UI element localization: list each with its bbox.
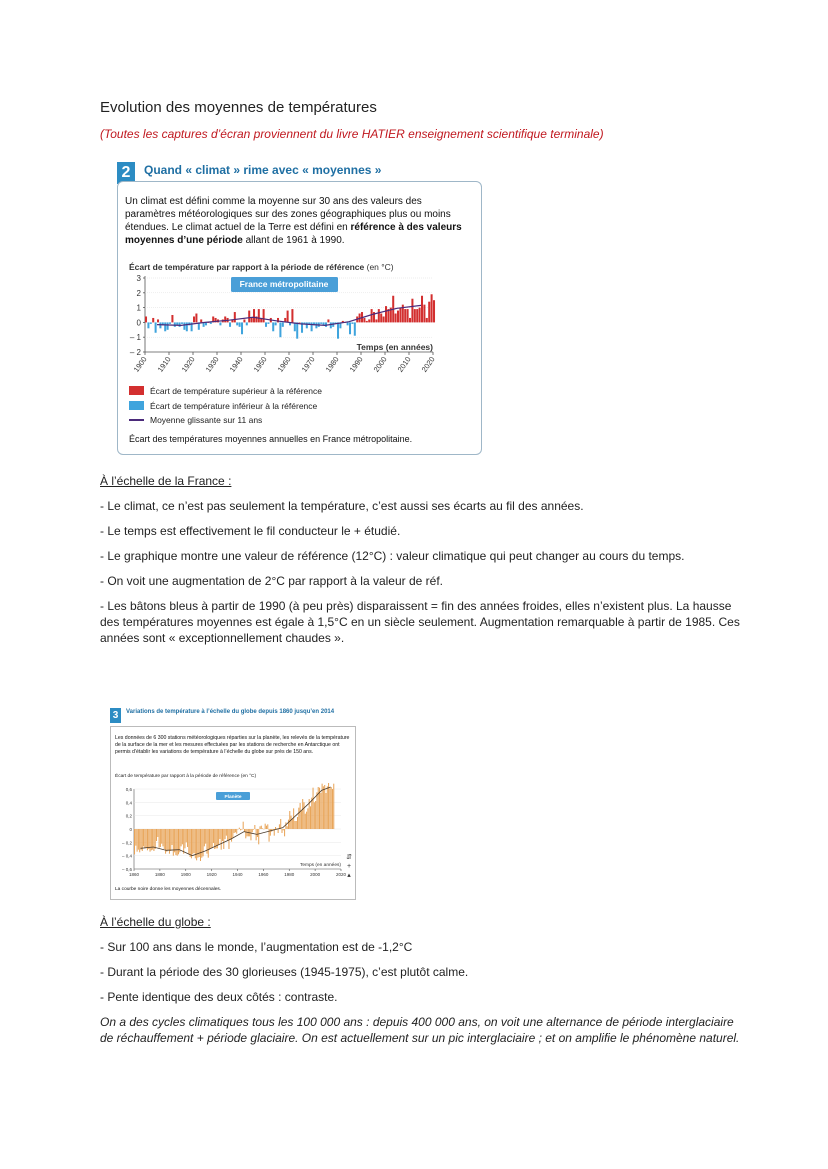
- bar-below: [241, 322, 243, 334]
- figure-heading: Quand « climat » rime avec « moyennes »: [144, 163, 382, 177]
- bar: [156, 829, 157, 841]
- bar: [153, 829, 154, 851]
- figure-caption: Écart des températures moyennes annuelles en France métropolitaine.: [129, 434, 413, 444]
- conclusion-paragraph: On a des cycles climatiques tous les 100 000 ans : depuis 400 000 ans, on voit une alternance de période interglaciaire de réchauffement + période glaciaire. On est actuellement sur un pic interglaciaire ; et on amplifie le phénomène naturel.: [100, 1015, 740, 1045]
- bar-above: [263, 309, 265, 322]
- bar: [291, 816, 292, 829]
- bar: [327, 786, 328, 829]
- x-tick-label: 1980: [284, 872, 295, 877]
- bar: [162, 829, 163, 846]
- bar-below: [219, 322, 221, 325]
- bar-above: [419, 308, 421, 323]
- bar: [239, 828, 240, 829]
- figure-box: [117, 181, 482, 455]
- bar: [138, 829, 139, 850]
- bar: [259, 826, 260, 829]
- page-title: Evolution des moyennes de températures: [100, 99, 377, 116]
- bar-above: [291, 309, 293, 322]
- bar-below: [337, 322, 339, 338]
- bar-below: [267, 322, 269, 323]
- bar: [142, 829, 143, 851]
- bar-below: [147, 322, 149, 328]
- bar-below: [181, 322, 183, 323]
- x-tick-label: 1950: [251, 354, 269, 374]
- bar-above: [399, 308, 401, 323]
- chart-france: [118, 270, 481, 398]
- bar-below: [296, 322, 298, 338]
- y-tick-label: – 0,2: [121, 840, 132, 846]
- bar-above: [258, 309, 260, 322]
- x-axis-label: Temps (en années): [299, 863, 341, 868]
- bar: [329, 788, 330, 829]
- x-tick-label: 1920: [179, 354, 197, 374]
- figure-caption: La courbe noire donne les moyennes décennales.: [115, 887, 222, 892]
- bar: [150, 829, 151, 852]
- bar: [320, 793, 321, 829]
- bar: [152, 829, 153, 850]
- figure-heading: Variations de température à l’échelle du globe depuis 1860 jusqu’en 2014: [126, 709, 335, 715]
- bar: [331, 787, 332, 829]
- bar-below: [282, 322, 284, 326]
- x-tick-label: 1940: [232, 872, 243, 877]
- section-heading-france: À l’échelle de la France :: [100, 474, 232, 488]
- bar: [161, 829, 162, 844]
- bar: [319, 788, 320, 829]
- bar: [146, 829, 147, 848]
- bar-below: [354, 322, 356, 335]
- y-tick-label: 0,6: [125, 787, 132, 792]
- bar: [222, 829, 223, 841]
- bar: [213, 829, 214, 843]
- bar: [240, 829, 241, 830]
- bar: [254, 825, 255, 829]
- y-tick-label: 1: [136, 303, 141, 313]
- bar: [297, 817, 298, 829]
- bar: [261, 826, 262, 829]
- bar: [194, 829, 195, 853]
- bar: [174, 829, 175, 852]
- bar: [281, 829, 282, 833]
- bar: [137, 829, 138, 852]
- bar: [258, 829, 259, 844]
- bar: [159, 829, 160, 848]
- bar: [135, 829, 136, 846]
- bar-above: [287, 311, 289, 323]
- bar: [303, 802, 304, 829]
- y-tick-label: 0: [129, 827, 132, 832]
- y-tick-label: – 0,6: [121, 867, 132, 872]
- list-item: - Le graphique montre une valeur de référence (12°C) : valeur climatique qui peut changer au cours du temps.: [100, 549, 685, 563]
- bar: [157, 829, 158, 837]
- bar-above: [327, 319, 329, 322]
- bar: [179, 829, 180, 852]
- legend-swatch-red: [129, 386, 144, 395]
- bar-above: [368, 319, 370, 322]
- bar: [164, 829, 165, 849]
- bar: [219, 829, 220, 839]
- x-axis-label: Temps (en années): [356, 342, 433, 352]
- bar: [201, 829, 202, 858]
- series-label: France métropolitaine: [239, 279, 329, 289]
- bar: [289, 811, 290, 829]
- bar: [257, 829, 258, 837]
- y-tick-label: 2: [136, 288, 141, 298]
- x-tick-label: 1990: [347, 354, 365, 374]
- y-tick-label: – 1: [129, 333, 141, 343]
- bar-above: [243, 319, 245, 322]
- figure-france: [117, 157, 483, 455]
- bar: [225, 829, 226, 839]
- bar-below: [183, 322, 185, 329]
- bar-below: [330, 322, 332, 328]
- bar-above: [152, 318, 154, 322]
- bar-above: [171, 315, 173, 322]
- bar: [168, 829, 169, 850]
- bar-above: [397, 311, 399, 323]
- legend-line-purple: [129, 419, 144, 421]
- bar: [184, 829, 185, 848]
- bar-above: [426, 318, 428, 322]
- bar: [140, 829, 141, 850]
- bar: [190, 829, 191, 857]
- bar: [218, 829, 219, 844]
- bar: [287, 826, 288, 829]
- bar-above: [253, 309, 255, 322]
- bar-above: [404, 309, 406, 322]
- bar-above: [157, 319, 159, 322]
- bar-above: [200, 319, 202, 322]
- y-tick-label: – 2: [129, 348, 141, 357]
- bar-above: [375, 319, 377, 322]
- bar: [200, 829, 201, 861]
- figure-box: [110, 726, 356, 900]
- bar-above: [414, 309, 416, 322]
- bar-above: [428, 302, 430, 323]
- figure-intro: Les données de 6 300 stations météorologiques réparties sur la planète, les relevés de la température de la surface de la mer et les mesures effectuées par les stations de recherche en Antarctique ont permis d’établir les variations de température à l’échelle du globe sur près de 150 ans.: [115, 735, 350, 755]
- bar: [221, 829, 222, 850]
- bar-below: [239, 322, 241, 326]
- legend-swatch-blue: [129, 401, 144, 410]
- legend-average: Moyenne glissante sur 11 ans: [129, 415, 262, 425]
- chart-title: Écart de température par rapport à la période de référence (en °C): [115, 774, 257, 779]
- x-tick-label: 1930: [203, 354, 221, 374]
- bar: [227, 829, 228, 840]
- bar-above: [363, 318, 365, 322]
- list-item: - Pente identique des deux côtés : contraste.: [100, 990, 338, 1004]
- bar-above: [383, 316, 385, 322]
- bar-below: [311, 322, 313, 331]
- bar: [232, 829, 233, 838]
- bar-above: [145, 316, 147, 322]
- bar: [236, 829, 237, 834]
- bar: [209, 829, 210, 850]
- list-item: - Les bâtons bleus à partir de 1990 (à peu près) disparaissent = fin des années froides, elles n’existent plus. La hausse des températures moyennes est égale à 1,5°C en un siècle seulement. Augmentation remarquable à partir de 1985. Ces années sont « exceptionnellement chaudes ».: [100, 599, 740, 645]
- chart-globe: [111, 783, 351, 887]
- bar: [155, 829, 156, 849]
- y-tick-label: – 0,4: [121, 853, 132, 859]
- bar-below: [229, 322, 231, 326]
- list-item: - Durant la période des 30 glorieuses (1945-1975), c’est plutôt calme.: [100, 965, 469, 979]
- bar: [187, 829, 188, 847]
- y-tick-label: 3: [136, 274, 141, 283]
- x-tick-label: 1900: [180, 872, 191, 877]
- bar: [283, 829, 284, 830]
- x-tick-label: 1940: [227, 354, 245, 374]
- bar: [226, 829, 227, 836]
- bar-below: [155, 322, 157, 332]
- bar: [256, 829, 257, 840]
- bar-above: [195, 314, 197, 323]
- bar-below: [169, 322, 171, 323]
- figure-globe: [104, 703, 356, 901]
- bar: [175, 829, 176, 855]
- x-tick-label: 2000: [371, 354, 389, 374]
- bar-above: [380, 314, 382, 323]
- bar-above: [378, 309, 380, 322]
- bar: [301, 811, 302, 829]
- bar: [166, 829, 167, 852]
- series-label: Planète: [224, 795, 242, 800]
- list-item: - Sur 100 ans dans le monde, l’augmentation est de -1,2°C: [100, 940, 413, 954]
- x-tick-label: 1880: [154, 872, 165, 877]
- x-tick-label: 1970: [299, 354, 317, 374]
- bar: [147, 829, 148, 850]
- bar-above: [224, 316, 226, 322]
- bar: [275, 827, 276, 829]
- bar-above: [421, 296, 423, 323]
- bar: [266, 826, 267, 829]
- bar: [270, 829, 271, 836]
- bar: [292, 819, 293, 829]
- chart-title: Écart de température par rapport à la période de référence (en °C): [129, 262, 394, 272]
- figure-number: 3: [110, 708, 121, 723]
- bar: [278, 829, 279, 833]
- bar: [204, 829, 205, 846]
- bar-above: [407, 309, 409, 322]
- bar-above: [299, 322, 301, 323]
- bar: [235, 829, 236, 832]
- bar: [208, 829, 209, 858]
- bar: [192, 829, 193, 854]
- list-item: - Le climat, ce n’est pas seulement la température, c’est aussi ses écarts au fil des années.: [100, 499, 584, 513]
- bar: [284, 829, 285, 836]
- bar: [325, 793, 326, 829]
- bar-below: [265, 322, 267, 326]
- y-tick-label: 0: [136, 318, 141, 328]
- bar-below: [349, 322, 351, 334]
- bar-below: [210, 322, 212, 323]
- bar: [230, 829, 231, 840]
- bar: [231, 829, 232, 842]
- bar-below: [236, 322, 238, 325]
- bar: [311, 798, 312, 829]
- bar-below: [320, 322, 322, 323]
- bar: [313, 788, 314, 829]
- x-tick-label: 1920: [206, 872, 217, 877]
- legend-above: Écart de température supérieur à la référence: [129, 386, 322, 396]
- x-tick-label: 1960: [275, 354, 293, 374]
- bar: [332, 789, 333, 829]
- bar: [280, 819, 281, 829]
- bar: [173, 829, 174, 856]
- bar-below: [308, 322, 310, 323]
- x-tick-label: 1960: [258, 872, 269, 877]
- bar: [148, 829, 149, 849]
- bar: [188, 829, 189, 854]
- bar: [328, 783, 329, 829]
- bar: [250, 829, 251, 840]
- x-tick-label: 2010: [395, 354, 413, 374]
- bar: [302, 799, 303, 829]
- bar-above: [248, 311, 250, 323]
- bar-above: [395, 314, 397, 323]
- bar: [298, 808, 299, 829]
- bar-above: [366, 321, 368, 322]
- x-tick-label: 1860: [128, 872, 140, 877]
- bar-below: [246, 322, 248, 325]
- bar: [310, 806, 311, 829]
- bar-above: [193, 316, 195, 322]
- bar: [294, 821, 295, 829]
- bar: [177, 829, 178, 856]
- bar-below: [351, 322, 353, 323]
- bar-above: [423, 305, 425, 323]
- figure-number: 2: [117, 162, 135, 184]
- x-tick-label: 1900: [131, 354, 149, 374]
- bar-below: [279, 322, 281, 337]
- bar-below: [275, 322, 277, 325]
- bar-below: [159, 322, 161, 328]
- bar: [228, 829, 229, 849]
- bar: [183, 829, 184, 854]
- bar: [223, 829, 224, 849]
- bar-below: [164, 322, 166, 331]
- bar: [196, 829, 197, 860]
- bar: [267, 824, 268, 829]
- bar-above: [431, 294, 433, 322]
- bar: [234, 829, 235, 833]
- bar: [307, 808, 308, 829]
- bar: [191, 829, 192, 858]
- y-tick-label: 0,4: [125, 800, 132, 806]
- bar: [296, 821, 297, 829]
- bar: [186, 829, 187, 842]
- bar: [170, 829, 171, 851]
- bar: [205, 829, 206, 844]
- bar-below: [186, 322, 188, 331]
- bar-above: [411, 299, 413, 323]
- bar: [314, 802, 315, 829]
- bar: [324, 785, 325, 829]
- legend-below: Écart de température inférieur à la référence: [129, 401, 317, 411]
- list-item: - On voit une augmentation de 2°C par rapport à la valeur de réf.: [100, 574, 443, 588]
- bar: [305, 814, 306, 829]
- bar-below: [167, 322, 169, 329]
- bar: [265, 824, 266, 829]
- bar-above: [251, 318, 253, 322]
- bar: [212, 829, 213, 848]
- bar-above: [409, 318, 411, 322]
- bar-below: [272, 322, 274, 331]
- bar: [315, 801, 316, 829]
- x-tick-label: 1910: [155, 354, 173, 374]
- bar: [316, 792, 317, 829]
- bar-above: [234, 312, 236, 322]
- x-tick-label: 1980: [323, 354, 341, 374]
- list-item: - Le temps est effectivement le fil conducteur le + étudié.: [100, 524, 401, 538]
- bar-below: [306, 322, 308, 328]
- bar-above: [433, 300, 435, 322]
- bar: [262, 828, 263, 829]
- bar: [323, 786, 324, 829]
- section-heading-globe: À l’échelle du globe :: [100, 915, 211, 929]
- bar: [210, 829, 211, 848]
- bar: [288, 820, 289, 829]
- bar: [195, 829, 196, 858]
- bar: [245, 829, 246, 838]
- bar: [134, 829, 135, 854]
- bar-below: [150, 322, 152, 323]
- bar-below: [179, 322, 181, 326]
- bar: [300, 803, 301, 829]
- bar: [333, 784, 334, 829]
- bar: [293, 808, 294, 829]
- bar: [178, 829, 179, 854]
- source-credit: (Toutes les captures d’écran proviennent du livre HATIER enseignement scientifique terminale): [100, 127, 604, 141]
- bar: [252, 829, 253, 832]
- bar: [253, 829, 254, 830]
- bar: [160, 829, 161, 847]
- bar-above: [371, 309, 373, 322]
- bar-above: [416, 309, 418, 322]
- x-tick-label: 2000: [310, 872, 321, 877]
- bar: [143, 829, 144, 846]
- bar: [243, 822, 244, 829]
- x-tick-label: 2020: [419, 354, 437, 374]
- bar: [139, 829, 140, 852]
- bar-below: [347, 322, 349, 325]
- bar: [181, 829, 182, 846]
- bar: [172, 829, 173, 845]
- bar: [306, 812, 307, 829]
- x-tick-label: 2020: [335, 872, 347, 877]
- bar: [144, 829, 145, 848]
- page-tools-icons[interactable]: ⇵ + ▴: [346, 854, 352, 879]
- y-tick-label: 0,2: [125, 813, 132, 819]
- bar: [244, 829, 245, 832]
- bar: [241, 829, 242, 830]
- figure-intro: Un climat est défini comme la moyenne sur 30 ans des valeurs des paramètres météorologiques sur des zones géographiques plus ou moins étendues. Le climat actuel de la Terre est défini en référence à des valeurs moyennes d’une période allant de 1961 à 1990.: [125, 196, 462, 246]
- bar: [182, 829, 183, 844]
- bar-above: [385, 306, 387, 322]
